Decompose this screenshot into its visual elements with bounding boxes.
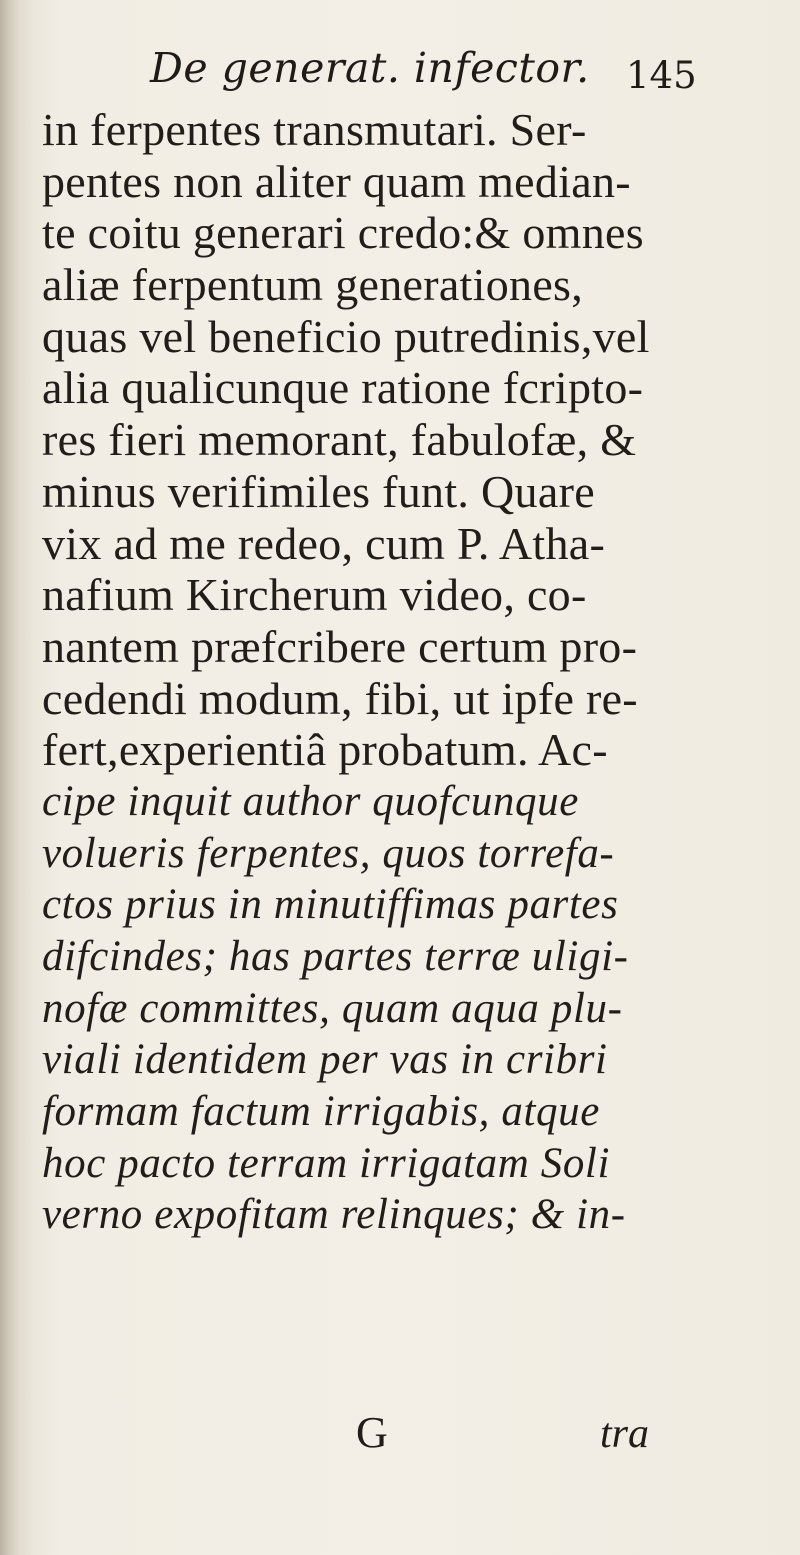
text-line: cedendi modum, fibi, ut ipfe re- (42, 672, 638, 724)
signature-mark: G (356, 1408, 388, 1457)
text-line: nantem præfcribere certum pro- (42, 620, 638, 672)
main-text-block (42, 104, 762, 1241)
text-line: nofæ committes, quam aqua plu- (42, 984, 623, 1032)
text-line: ctos prius in minutiffimas partes (42, 881, 619, 929)
running-title: De generat. infector. (150, 44, 590, 92)
text-line: aliæ ferpentum generationes, (42, 259, 584, 311)
page-gutter-shadow (0, 0, 34, 1555)
text-line: res fieri memorant, fabulofæ, & (42, 414, 637, 466)
text-line: formam factum irrigabis, atque (42, 1088, 600, 1136)
catchword: tra (600, 1411, 650, 1457)
text-line: quas vel beneficio putredinis,vel (42, 310, 650, 362)
text-line: volueris ferpentes, quos torrefa- (42, 829, 615, 877)
text-line: cipe inquit author quofcunque (42, 777, 579, 825)
text-line: hoc pacto terram irrigatam Soli (42, 1139, 611, 1187)
text-line: alia qualicunque ratione fcripto- (42, 362, 644, 414)
text-line: fert,experientiâ probatum. Ac- (42, 724, 608, 776)
page-number: 145 (626, 54, 697, 97)
text-line: verno expofitam relinques; & in- (42, 1191, 626, 1239)
text-line: in ferpentes transmutari. Ser- (42, 104, 587, 155)
text-line: difcindes; has partes terræ uligi- (42, 933, 629, 980)
text-line: nafium Kircherum video, co- (42, 569, 587, 621)
text-line: vix ad me redeo, cum P. Atha- (42, 517, 606, 569)
text-line: minus verifimiles funt. Quare (42, 465, 595, 517)
text-line: pentes non aliter quam median- (42, 155, 631, 207)
page-header (150, 40, 770, 110)
text-line: viali identidem per vas in cribri (42, 1036, 608, 1084)
text-line: te coitu generari credo:& omnes (42, 207, 644, 259)
